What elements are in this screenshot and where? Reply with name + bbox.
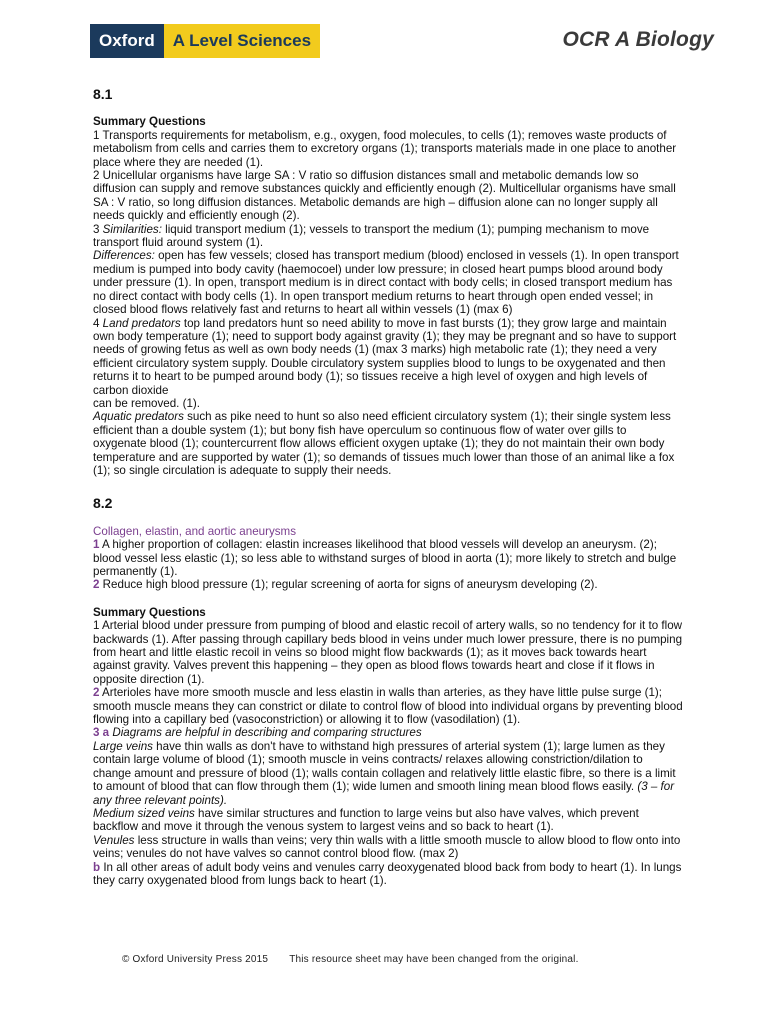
answer-4-end: can be removed. (1). (93, 396, 200, 410)
aquatic-predators-label: Aquatic predators (93, 410, 184, 424)
answer-4-prefix: 4 (93, 316, 103, 330)
similarities-text: liquid transport medium (1); vessels to transport the medium (1); pumping mechanism to move transport fluid around system (1). (93, 222, 650, 250)
sq-answer-3a-num: 3 a (93, 726, 110, 740)
answer-3 (93, 223, 683, 250)
summary-questions-heading-2: Summary Questions (93, 605, 206, 619)
sq-answer-2 (93, 686, 683, 726)
topic-answer-2 (93, 578, 683, 591)
oxford-logo (90, 24, 320, 58)
aquatic-predators-text: such as pike need to hunt so also need efficient circulatory system (1); their single system less efficient than a double system (1); but bony fish have operculum so continuous flow of water over gills to oxygenate blood (1); countercurrent flow allows efficient oxygen uptake (1); they do not maintain their own body temperature and are supported by water (1); so demands of tissues much lower than those of an animal like a fox (1); so single circulation is adequate to supply their needs. (93, 410, 675, 477)
sq-answer-3b-text: In all other areas of adult body veins and venules carry deoxygenated blood back from body to heart (1). In lungs they carry oxygenated blood from lungs back to heart (1). (93, 860, 682, 887)
answer-1: 1 Transports requirements for metabolism, e.g., oxygen, food molecules, to cells (1); removes waste products of metabolism from cells and carries them to excretory organs (1); transports materials made in one place to another place where they are needed (1). (93, 128, 677, 169)
large-veins-label: Large veins (93, 739, 153, 753)
venules-label: Venules (93, 833, 135, 847)
topic-answer-1-text: A higher proportion of collagen: elastin increases likelihood that blood vessels will develop an aneurysm. (2); blood vessel less elastic (1); so less able to withstand surges of blood in aorta (1); more likely to stretch and bulge permanently (1). (93, 538, 677, 578)
sq-answer-3b-num: b (93, 860, 101, 874)
topic-answer-1 (93, 538, 683, 578)
answer-4 (93, 317, 683, 397)
section-number-8-2: 8.2 (93, 495, 113, 512)
large-veins-paragraph (93, 740, 683, 807)
differences-text: open has few vessels; closed has transport medium (blood) enclosed in vessels (1). In open transport medium is pumped into body cavity (haemocoel) under low pressure; in closed heart pumps blood around body under pressure (1). In open, transport medium is in direct contact with body cells; in closed transport medium has no direct contact with body cells (1). In open transport medium returns to heart through open ended vessel; in closed blood flows relatively fast and returns to heart all within vessels (1) (max 6) (93, 249, 679, 317)
medium-veins-text: have similar structures and function to large veins but also have valves, which prevent backflow and move it through the venous system to largest veins and so back to heart (1). (93, 806, 639, 834)
medium-veins-paragraph (93, 807, 683, 834)
subject-title: OCR A Biology (562, 28, 714, 51)
venules-paragraph (93, 834, 683, 861)
sq-answer-3b (93, 861, 683, 888)
sq-answer-3a-text: Diagrams are helpful in describing and comparing structures (109, 726, 422, 740)
topic-answer-2-text: Reduce high blood pressure (1); regular screening of aorta for signs of aneurysm developing (2). (99, 578, 598, 592)
venules-text: less structure in walls than veins; very thin walls with a little smooth muscle to allow blood to flow onto into veins; venules do not have valves so cannot control blood flow. (max 2) (93, 833, 681, 861)
land-predators-label: Land predators (102, 316, 181, 330)
modification-notice: This resource sheet may have been changed from the original. (289, 954, 579, 965)
aquatic-predators-paragraph (93, 410, 683, 477)
page-header (90, 24, 720, 60)
sq-answer-3a (93, 726, 683, 739)
logo-series-text: A Level Sciences (164, 24, 320, 58)
summary-questions-heading: Summary Questions (93, 115, 206, 129)
topic-title: Collagen, elastin, and aortic aneurysms (93, 524, 296, 538)
differences-paragraph (93, 249, 683, 316)
document-body (93, 88, 683, 887)
sq-answer-2-text: Arterioles have more smooth muscle and less elastin in walls than arteries, as they have little pulse surge (1); smooth muscle means they can constrict or dilate to control flow of blood into individual organs by preventing blood flowing into a capillary bed (vasoconstriction) or allowing it to flow (vasodilation) (1). (93, 686, 683, 727)
sq-answer-2-num: 2 (93, 686, 100, 700)
large-veins-text: have thin walls as don't have to withstand high pressures of arterial system (1); large lumen as they contain large volume of blood (1); smooth muscle in veins contracts/ relaxes allowing constriction/dilation to change amount and pressure of blood (1); walls contain collagen and relatively little elastic fibre, so there is a limit to amount of blood that can flow through them (1); wide lumen and smooth lining mean blood flows easily. (93, 739, 676, 794)
copyright-text: © Oxford University Press 2015 (122, 954, 269, 965)
topic-answer-2-num: 2 (93, 578, 100, 592)
answer-2: 2 Unicellular organisms have large SA : V ratio so diffusion distances small and metabolic demands low so diffusion can supply and remove substances quickly and efficiently enough (2). Multicellular organisms have small SA : V ratio, so long diffusion distances. Metabolic demands are high – diffusion alone can no longer supply all needs quickly and efficiently enough (2). (93, 169, 676, 223)
logo-oxford-text: Oxford (90, 24, 164, 58)
topic-answer-1-num: 1 (93, 538, 100, 552)
similarities-label: Similarities: (102, 222, 162, 236)
section-number-8-1: 8.1 (93, 86, 113, 102)
answer-3-prefix: 3 (93, 222, 103, 236)
land-predators-text: top land predators hunt so need ability to move in fast bursts (1); they grow large and maintain own body temperature (1); need to support body against gravity (1); they may be pregnant and so have to support needs of growing fetus as well as own body needs (1) (max 3 marks) high metabolic rate (1); they need a very efficient circulatory system supply. Double circulatory system supplies blood to lungs to be oxygenated and then returns it to heart to be pumped around body (1); so tissues receive a high level of oxygen and high levels of carbon dioxide (93, 316, 677, 397)
page-footer (122, 954, 579, 965)
large-veins-note: (3 – for any three relevant points). (93, 780, 675, 807)
medium-veins-label: Medium sized veins (93, 806, 195, 820)
differences-label: Differences: (93, 249, 155, 263)
sq-answer-1: 1 Arterial blood under pressure from pumping of blood and elastic recoil of artery walls, so no tendency for it to flow backwards (1). After passing through capillary beds blood in veins under much lower pressure, there is no pumping from heart and little elastic recoil in veins so blood might flow backwards (1); as it moves back towards heart against gravity. Valves prevent this happening – they open as blood flows towards heart and close if it flows in opposite direction (1). (93, 619, 683, 686)
